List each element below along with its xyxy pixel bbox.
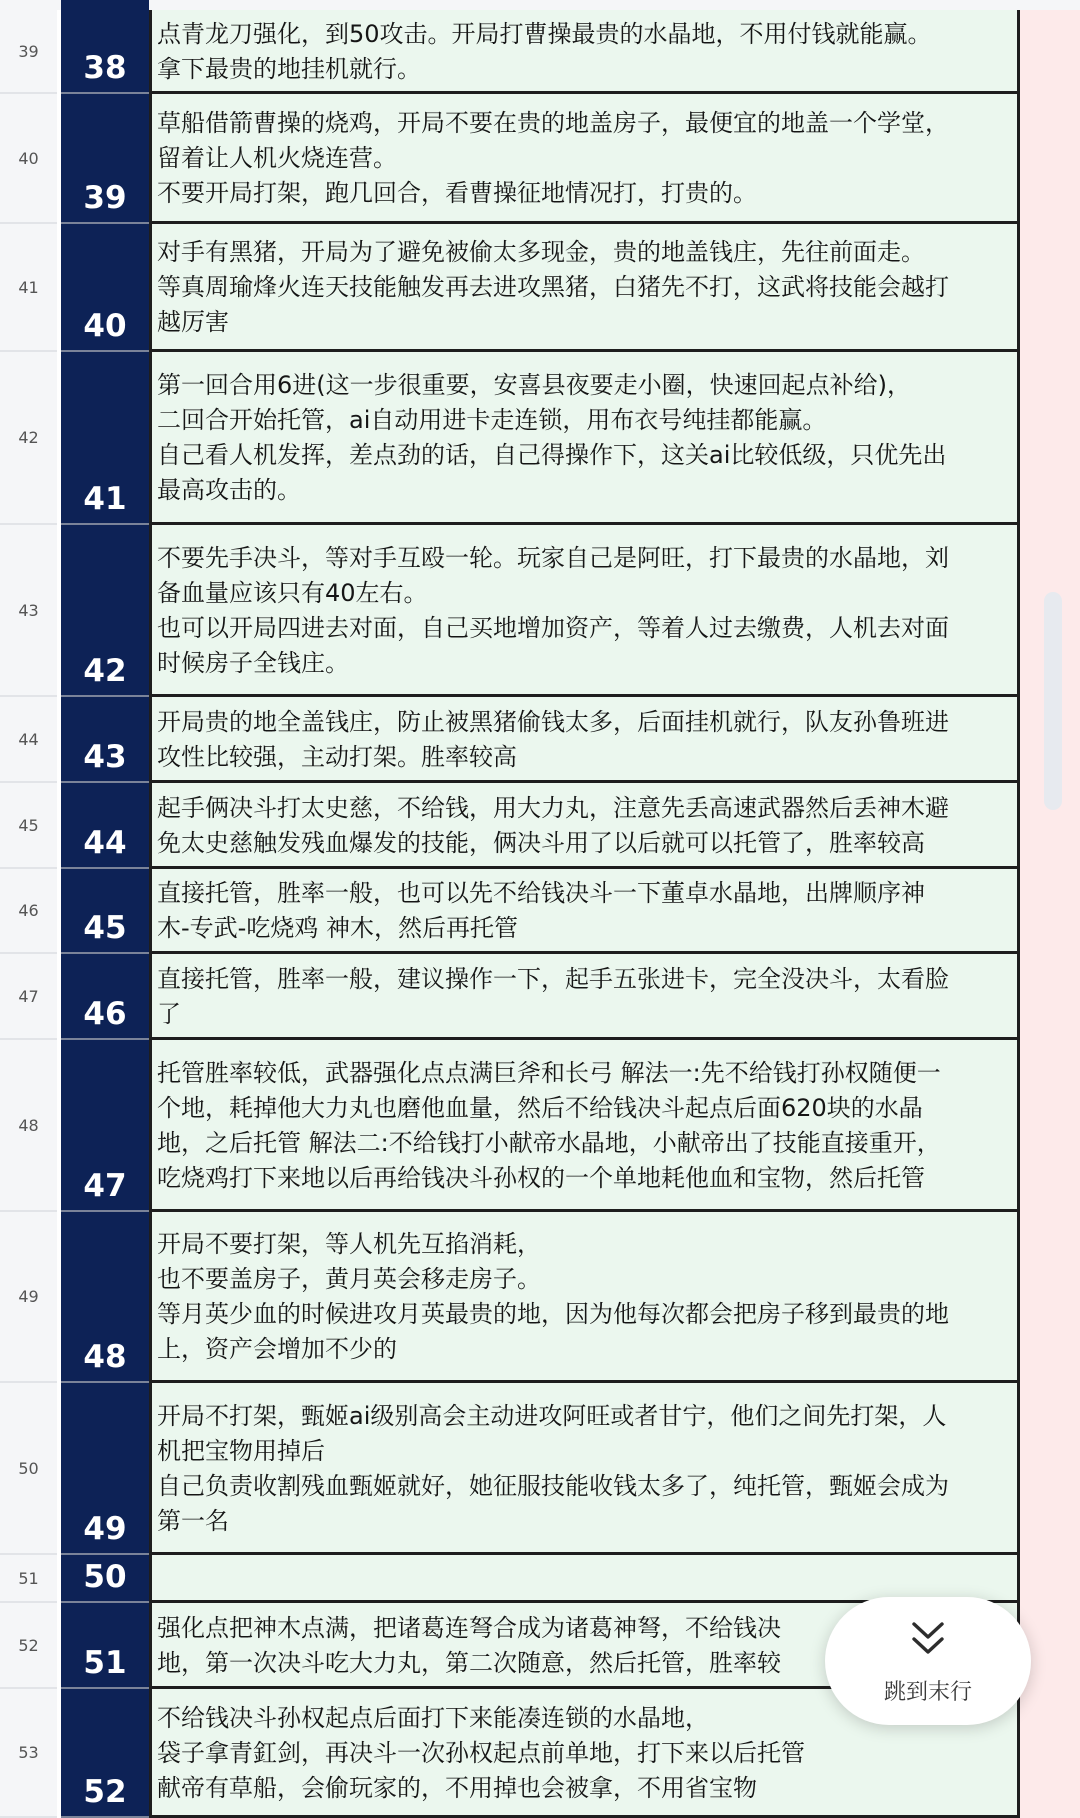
strategy-text: 不要先手决斗，等对手互殴一轮。玩家自己是阿旺，打下最贵的水晶地，刘 备血量应该只有40左右。 也可以开局四进去对面，自己买地增加资产，等着人过去缴费，人机去对面 时候房子全钱庄。 (157, 543, 949, 677)
table-row (0, 783, 1080, 869)
table-row (0, 10, 1080, 94)
table-row (0, 1383, 1080, 1555)
strategy-text: 直接托管，胜率一般，建议操作一下，起手五张进卡，完全没决斗，太看脸 了 (157, 964, 949, 1028)
next-column-cell[interactable] (1020, 954, 1080, 1040)
table-row (0, 1040, 1080, 1212)
strategy-text: 开局不要打架，等人机先互掐消耗， 也不要盖房子，黄月英会移走房子。 等月英少血的时候进攻月英最贵的地，因为他每次都会把房子移到最贵的地 上，资产会增加不少的 (157, 1230, 949, 1363)
index-cell[interactable]: 39 (61, 94, 149, 224)
index-cell[interactable]: 43 (61, 697, 149, 783)
table-row (0, 94, 1080, 224)
strategy-text: 点青龙刀强化，到50攻击。开局打曹操最贵的水晶地，不用付钱就能赢。 拿下最贵的地挂机就行。 (157, 19, 932, 83)
table-row (0, 1212, 1080, 1383)
index-cell[interactable]: 41 (61, 352, 149, 525)
row-number[interactable]: 46 (0, 869, 57, 954)
row-number[interactable]: 41 (0, 224, 57, 352)
next-column-cell[interactable] (1020, 1040, 1080, 1212)
next-column-cell[interactable] (1020, 224, 1080, 352)
row-number[interactable]: 43 (0, 525, 57, 697)
row-number[interactable]: 52 (0, 1603, 57, 1689)
strategy-cell[interactable] (149, 1040, 1020, 1212)
next-column-cell[interactable] (1020, 1555, 1080, 1603)
double-chevron-down-icon (906, 1617, 950, 1665)
next-column-cell[interactable] (1020, 869, 1080, 954)
row-number[interactable]: 50 (0, 1383, 57, 1555)
index-cell[interactable]: 44 (61, 783, 149, 869)
row-number[interactable]: 49 (0, 1212, 57, 1383)
next-column-cell[interactable] (1020, 10, 1080, 94)
index-cell[interactable]: 47 (61, 1040, 149, 1212)
strategy-cell[interactable] (149, 783, 1020, 869)
row-number[interactable]: 47 (0, 954, 57, 1040)
row-number[interactable]: 53 (0, 1689, 57, 1818)
jump-to-last-row-button[interactable] (825, 1597, 1031, 1725)
strategy-cell[interactable] (149, 1383, 1020, 1555)
strategy-text: 对手有黑猪，开局为了避免被偷太多现金，贵的地盖钱庄，先往前面走。 等真周瑜烽火连天技能触发再去进攻黑猪，白猪先不打，这武将技能会越打 越厉害 (157, 238, 949, 336)
next-column-cell[interactable] (1020, 94, 1080, 224)
row-number[interactable]: 48 (0, 1040, 57, 1212)
jump-to-last-row-label: 跳到末行 (883, 1679, 972, 1705)
index-cell[interactable]: 42 (61, 525, 149, 697)
next-column-cell[interactable] (1020, 352, 1080, 525)
strategy-text: 开局贵的地全盖钱庄，防止被黑猪偷钱太多，后面挂机就行，队友孙鲁班进 攻性比较强，主动打架。胜率较高 (157, 707, 949, 771)
index-cell[interactable]: 38 (61, 10, 149, 94)
strategy-cell[interactable] (149, 1212, 1020, 1383)
table-row (0, 352, 1080, 525)
strategy-text: 直接托管，胜率一般，也可以先不给钱决斗一下董卓水晶地，出牌顺序神 木-专武-吃烧鸡 神木，然后再托管 (157, 879, 925, 942)
strategy-text: 强化点把神木点满，把诸葛连弩合成为诸葛神弩，不给钱决 地，第一次决斗吃大力丸，第二次随意，然后托管，胜率较 (157, 1613, 781, 1677)
table-row (0, 224, 1080, 352)
strategy-text: 不给钱决斗孙权起点后面打下来能凑连锁的水晶地， 袋子拿青釭剑，再决斗一次孙权起点前单地，打下来以后托管 献帝有草船，会偷玩家的，不用掉也会被拿，不用省宝物 (157, 1703, 805, 1802)
table-row (0, 1555, 1080, 1603)
strategy-text: 托管胜率较低，武器强化点点满巨斧和长弓 解法一:先不给钱打孙权随便一 个地，耗掉他大力丸也磨他血量，然后不给钱决斗起点后面620块的水晶 地，之后托管 解法二:不给钱打小献帝水晶地，小献帝出了技能直接重开， 吃烧鸡打下来地以后再给钱决斗孙权的一个单地耗他血和宝物，然后托管 (157, 1058, 941, 1192)
strategy-cell[interactable] (149, 697, 1020, 783)
strategy-text: 起手俩决斗打太史慈，不给钱，用大力丸，注意先丢高速武器然后丢神木避 免太史慈触发残血爆发的技能，俩决斗用了以后就可以托管了，胜率较高 (157, 793, 949, 857)
table-row (0, 869, 1080, 954)
strategy-cell[interactable] (149, 352, 1020, 525)
next-column-cell[interactable] (1020, 1212, 1080, 1383)
top-strip (0, 0, 1080, 10)
index-cell[interactable]: 50 (61, 1555, 149, 1603)
index-cell[interactable]: 49 (61, 1383, 149, 1555)
scrollbar-thumb[interactable] (1044, 592, 1062, 810)
index-cell[interactable]: 48 (61, 1212, 149, 1383)
row-number[interactable]: 42 (0, 352, 57, 525)
next-column-cell[interactable] (1020, 1383, 1080, 1555)
table-row (0, 525, 1080, 697)
index-cell[interactable]: 45 (61, 869, 149, 954)
next-column-cell[interactable] (1020, 1689, 1080, 1818)
strategy-cell[interactable] (149, 224, 1020, 352)
table-row (0, 954, 1080, 1040)
table-row (0, 697, 1080, 783)
row-number[interactable]: 44 (0, 697, 57, 783)
index-cell[interactable]: 40 (61, 224, 149, 352)
strategy-cell[interactable] (149, 1555, 1020, 1603)
strategy-cell[interactable] (149, 869, 1020, 954)
row-number[interactable]: 51 (0, 1555, 57, 1603)
row-number[interactable]: 39 (0, 10, 57, 94)
strategy-text: 第一回合用6进(这一步很重要，安喜县夜要走小圈，快速回起点补给)， 二回合开始托管，ai自动用进卡走连锁，用布衣号纯挂都能赢。 自己看人机发挥，差点劲的话，自己得操作下，这关ai比较低级，只优先出 最高攻击的。 (157, 371, 947, 504)
index-cell[interactable]: 46 (61, 954, 149, 1040)
strategy-text: 草船借箭曹操的烧鸡，开局不要在贵的地盖房子，最便宜的地盖一个学堂， 留着让人机火烧连营。 不要开局打架，跑几回合，看曹操征地情况打，打贵的。 (157, 109, 949, 207)
strategy-cell[interactable] (149, 954, 1020, 1040)
strategy-cell[interactable] (149, 10, 1020, 94)
index-cell[interactable]: 51 (61, 1603, 149, 1689)
strategy-cell[interactable] (149, 525, 1020, 697)
index-cell[interactable]: 52 (61, 1689, 149, 1818)
row-number[interactable]: 45 (0, 783, 57, 869)
row-number[interactable]: 40 (0, 94, 57, 224)
strategy-cell[interactable] (149, 94, 1020, 224)
strategy-text: 开局不打架，甄姬ai级别高会主动进攻阿旺或者甘宁，他们之间先打架，人 机把宝物用掉后 自己负责收割残血甄姬就好，她征服技能收钱太多了，纯托管，甄姬会成为 第一名 (157, 1401, 949, 1535)
